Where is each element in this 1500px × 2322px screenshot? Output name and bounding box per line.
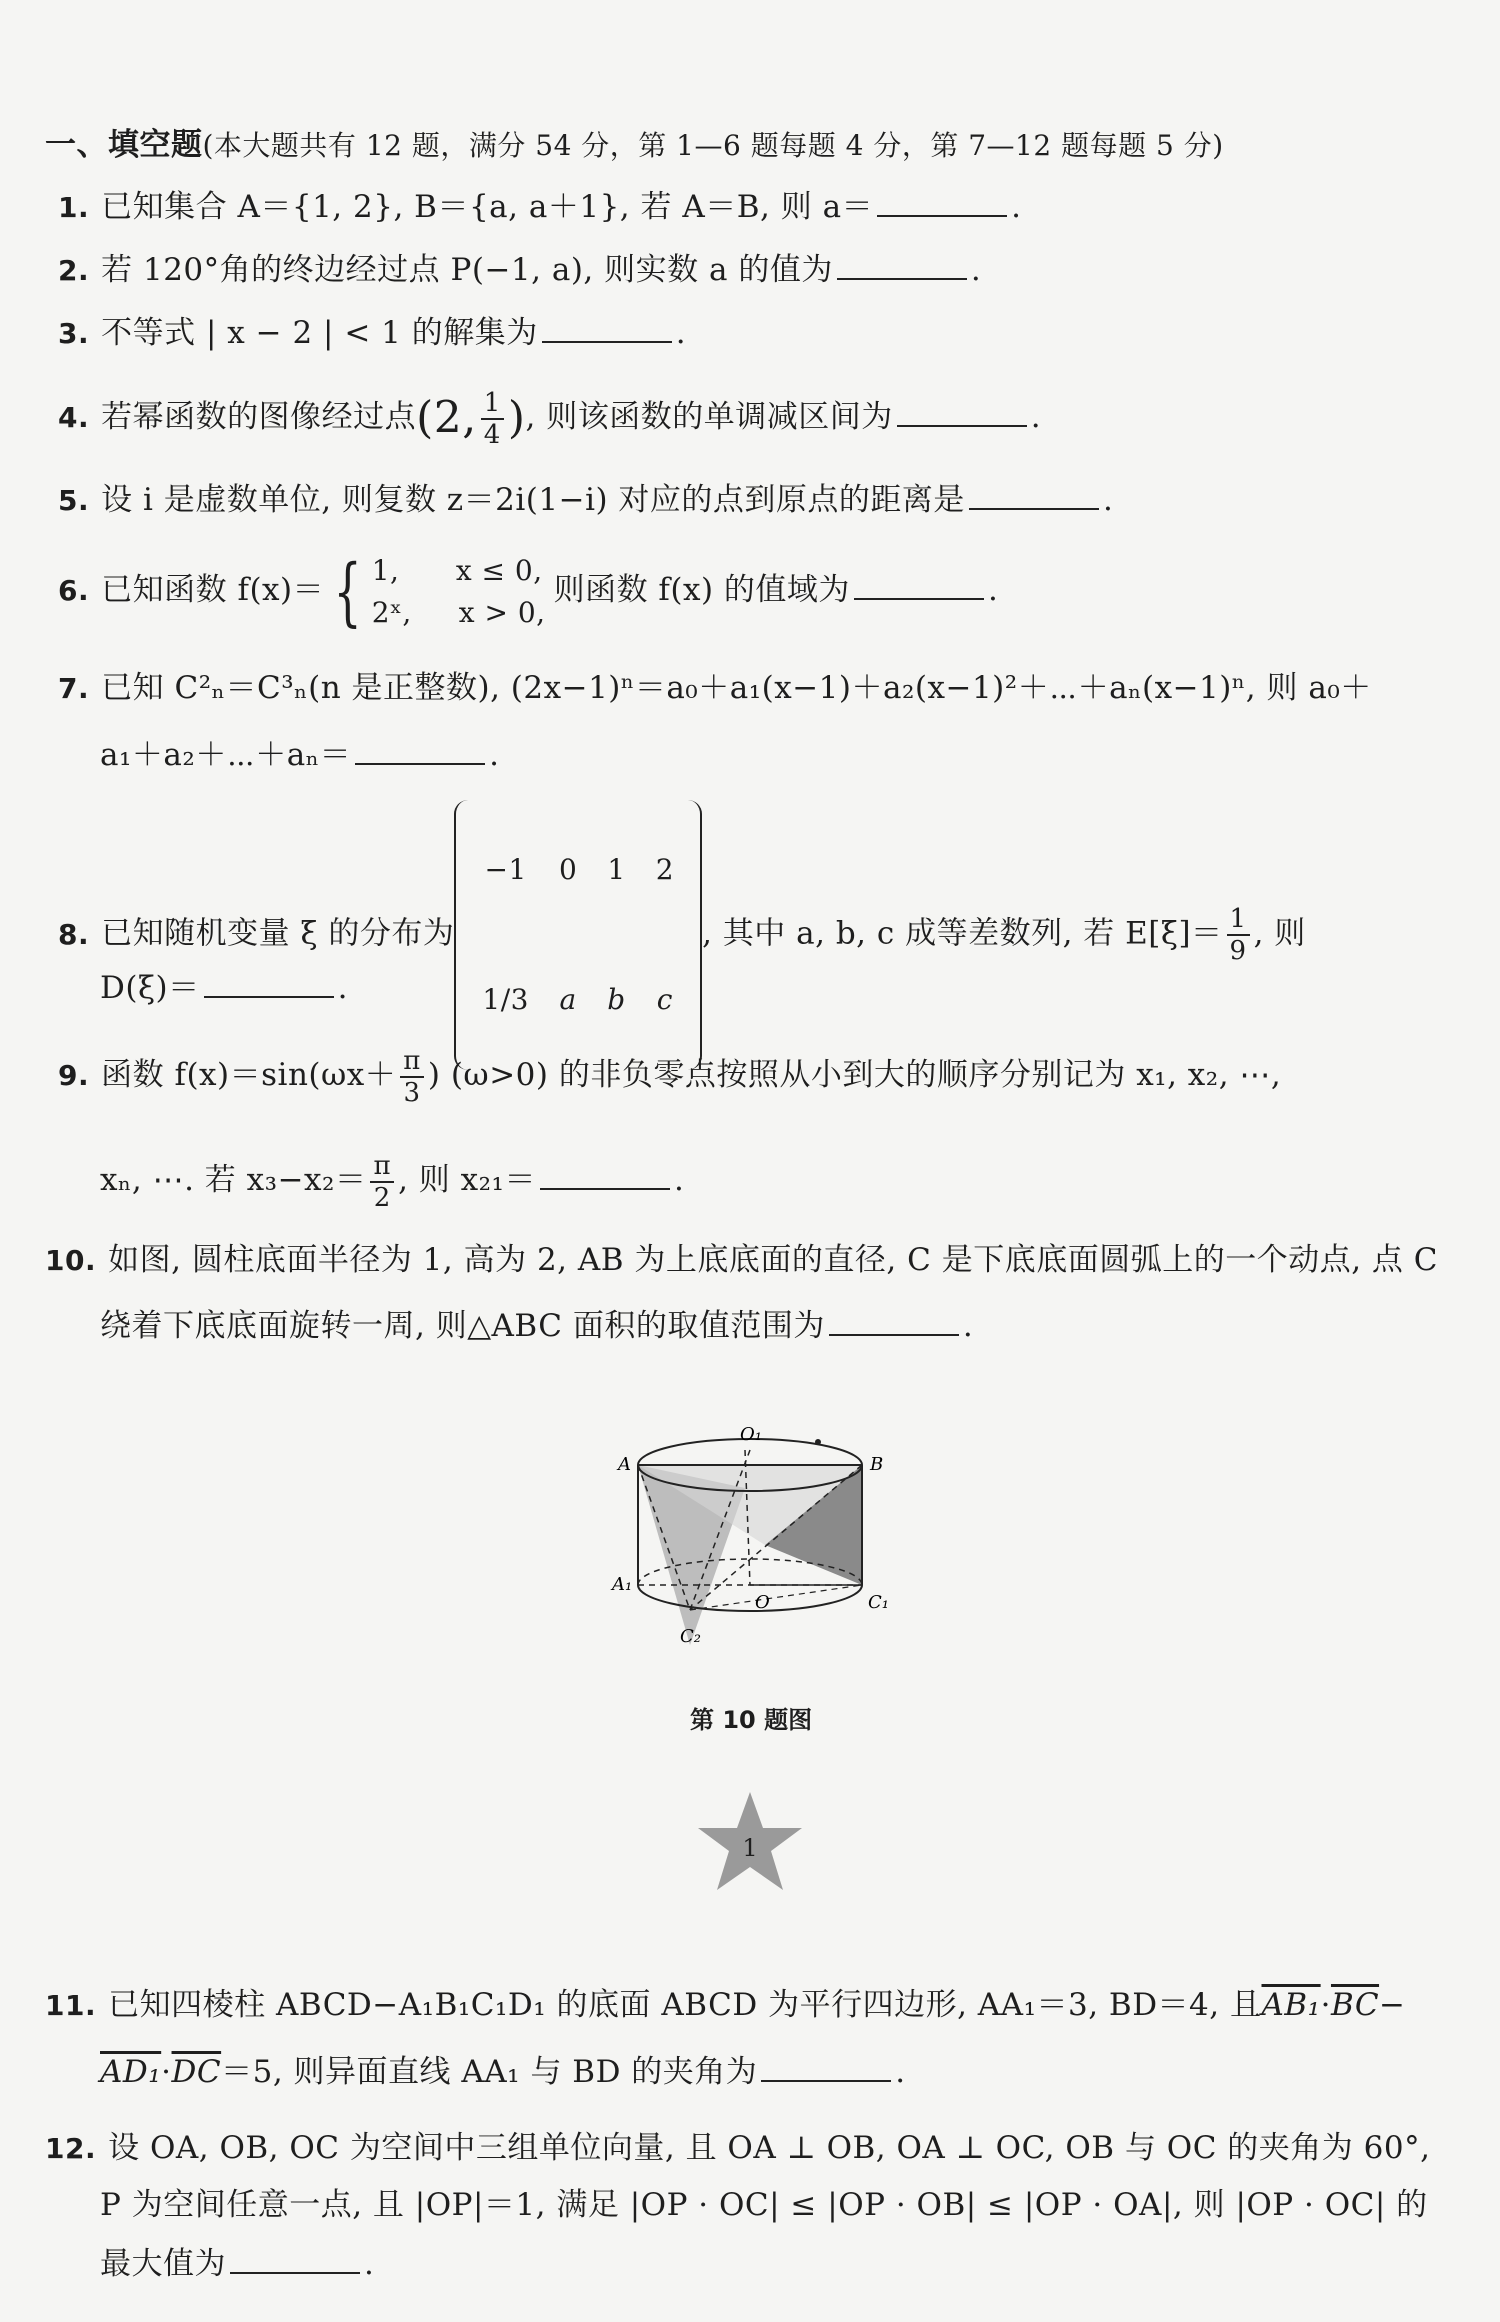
dot: · xyxy=(161,2054,172,2090)
answer-blank[interactable] xyxy=(761,2050,891,2082)
section-header xyxy=(45,125,1224,166)
section-title: 一、填空题 xyxy=(45,127,203,163)
answer-blank[interactable] xyxy=(542,311,672,343)
denominator: 3 xyxy=(403,1077,421,1108)
question-number: 11. xyxy=(45,1989,97,2022)
question-text-cont: , 则该函数的单调减区间为 xyxy=(525,399,893,435)
value: 1 xyxy=(607,853,626,886)
question-text-cont: D(ξ)＝ xyxy=(100,970,200,1006)
period: . xyxy=(987,572,999,608)
paren-open: (2, xyxy=(416,392,477,444)
question-10-line-2 xyxy=(100,1304,973,1346)
probability: a xyxy=(559,983,577,1016)
question-text: 不等式 | x − 2 | < 1 的解集为 xyxy=(101,315,538,351)
vector-AB1: AB₁ xyxy=(1261,1987,1321,2023)
question-11-line-2 xyxy=(100,2050,906,2092)
question-11-line-1 xyxy=(45,1985,1406,2026)
label-B: B xyxy=(870,1454,884,1475)
question-text-cont: xₙ, ⋯. 若 x₃−x₂＝ xyxy=(100,1162,367,1198)
question-text: 设 OA, OB, OC 为空间中三组单位向量, 且 OA ⊥ OB, OA ⊥ OC, OB 与 OC 的夹角为 60°, xyxy=(108,2130,1431,2166)
period: . xyxy=(364,2246,375,2282)
question-7-line-2 xyxy=(100,733,499,775)
label-O: O xyxy=(755,1592,770,1613)
question-number: 3. xyxy=(58,317,90,350)
distribution-table xyxy=(454,800,702,1070)
answer-blank[interactable] xyxy=(897,395,1027,427)
denominator: 9 xyxy=(1229,936,1247,966)
question-text: 已知 C²ₙ＝C³ₙ(n 是正整数), (2x−1)ⁿ＝a₀＋a₁(x−1)＋a₂(x−1)²＋⋯＋aₙ(x−1)ⁿ, 则 a₀＋ xyxy=(101,670,1372,706)
fraction xyxy=(1227,904,1250,966)
denominator: 2 xyxy=(373,1182,391,1213)
answer-blank[interactable] xyxy=(230,2242,360,2274)
period: . xyxy=(895,2054,906,2090)
answer-blank[interactable] xyxy=(540,1158,670,1190)
expr: (ωx＋ xyxy=(308,1057,397,1093)
question-text-cont: ＝5, 则异面直线 AA₁ 与 BD 的夹角为 xyxy=(221,2054,758,2090)
question-number: 6. xyxy=(58,574,90,607)
answer-blank[interactable] xyxy=(355,733,485,765)
question-9-line-1 xyxy=(58,1040,1281,1111)
denominator: 4 xyxy=(483,419,501,450)
period: . xyxy=(337,970,348,1006)
question-number: 5. xyxy=(58,484,90,517)
paren-close: ) xyxy=(507,392,526,444)
question-text-cont: ) (ω>0) 的非负零点按照从小到大的顺序分别记为 x₁, x₂, ⋯, xyxy=(427,1057,1282,1093)
question-text: 若幂函数的图像经过点 xyxy=(101,399,417,435)
section-note: (本大题共有 12 题，满分 54 分，第 1—6 题每题 4 分，第 7—12 题每题 5 分) xyxy=(202,129,1224,162)
question-12-line-3 xyxy=(100,2242,374,2284)
question-12-line-1 xyxy=(45,2128,1430,2169)
probability: b xyxy=(607,983,626,1016)
question-7-line-1 xyxy=(58,668,1372,709)
period: . xyxy=(962,1308,974,1344)
brace-icon: { xyxy=(333,548,363,635)
period: . xyxy=(673,1162,685,1198)
fraction xyxy=(481,388,504,450)
period: . xyxy=(1011,189,1022,225)
question-number: 9. xyxy=(58,1059,90,1092)
question-text-cont: , 则 xyxy=(1253,915,1306,952)
period: . xyxy=(970,252,982,288)
value: 2 xyxy=(655,853,675,886)
question-8-line-2 xyxy=(100,966,348,1008)
vector-DC: $\overline{DC}$ xyxy=(171,2054,222,2090)
probability: 1/3 xyxy=(482,983,529,1016)
question-text: 如图, 圆柱底面半径为 1, 高为 2, AB 为上底底面的直径, C 是下底底面圆弧上的一个动点, 点 C xyxy=(108,1242,1438,1278)
question-number: 10. xyxy=(45,1244,97,1277)
question-text-cont: , 则 x₂₁＝ xyxy=(398,1162,536,1198)
question-text-cont: , 其中 a, b, c 成等差数列, 若 E[ξ]＝ xyxy=(702,915,1223,952)
fraction xyxy=(400,1046,424,1108)
question-4 xyxy=(58,382,1041,454)
numerator: π xyxy=(400,1046,424,1078)
case-2: 2ˣ, x > 0, xyxy=(371,595,546,629)
cylinder-diagram xyxy=(600,1410,900,1690)
label-O1: O₁ xyxy=(740,1424,762,1445)
question-number: 7. xyxy=(58,672,90,705)
question-text-cont: 则函数 f(x) 的值域为 xyxy=(553,572,850,608)
numerator: π xyxy=(370,1151,394,1183)
probability: c xyxy=(656,983,673,1016)
question-text: 已知集合 A＝{1, 2}, B＝{a, a＋1}, 若 A＝B, 则 a＝ xyxy=(101,189,874,225)
question-text: 已知四棱柱 ABCD−A₁B₁C₁D₁ 的底面 ABCD 为平行四边形, AA₁＝3, BD＝4, 且 xyxy=(108,1987,1262,2023)
dot: · xyxy=(1320,1987,1331,2023)
question-text-cont: P 为空间任意一点, 且 |OP|＝1, 满足 |OP · OC| ≤ |OP · OB| ≤ |OP · OA|, 则 |OP · OC| 的 xyxy=(100,2187,1428,2223)
answer-blank[interactable] xyxy=(877,185,1007,217)
page-number: 1 xyxy=(742,1834,758,1862)
answer-blank[interactable] xyxy=(829,1304,959,1336)
period: . xyxy=(489,737,500,773)
question-8 xyxy=(58,800,1306,1070)
case-1: 1, x ≤ 0, xyxy=(371,553,543,587)
label-A1: A₁ xyxy=(612,1574,633,1595)
question-text-cont: a₁＋a₂＋⋯＋aₙ＝ xyxy=(100,737,352,773)
question-text-cont: 最大值为 xyxy=(100,2246,226,2282)
question-text-cont: 绕着下底底面旋转一周, 则△ABC 面积的取值范围为 xyxy=(100,1308,825,1344)
figure-caption: 第 10 题图 xyxy=(690,1706,813,1734)
question-number: 1. xyxy=(58,191,90,224)
period: . xyxy=(1102,482,1114,518)
answer-blank[interactable] xyxy=(969,478,1099,510)
question-9-line-2 xyxy=(100,1145,684,1215)
question-10-line-1 xyxy=(45,1240,1438,1281)
value: 0 xyxy=(558,853,578,886)
vector-AD1: AD₁ xyxy=(100,2054,162,2090)
numerator: 1 xyxy=(481,388,504,420)
question-text: 已知函数 f(x)＝ xyxy=(101,572,325,608)
page-number-star xyxy=(695,1790,805,1895)
question-text: 函数 f(x)＝sin xyxy=(101,1057,309,1093)
vector-BC: $\overline{BC}$ xyxy=(1330,1987,1380,2023)
minus: − xyxy=(1379,1987,1406,2023)
question-text: 若 120°角的终边经过点 P(−1, a), 则实数 a 的值为 xyxy=(101,252,833,288)
question-text: 设 i 是虚数单位, 则复数 z＝2i(1−i) 对应的点到原点的距离是 xyxy=(101,482,965,518)
question-text: 已知随机变量 ξ 的分布为 xyxy=(101,915,455,952)
label-C2: C₂ xyxy=(680,1626,701,1647)
numerator: 1 xyxy=(1227,904,1250,936)
question-number: 12. xyxy=(45,2132,97,2165)
question-3 xyxy=(58,311,686,354)
fraction xyxy=(370,1151,394,1213)
answer-blank[interactable] xyxy=(854,568,984,600)
period: . xyxy=(1030,399,1042,435)
answer-blank[interactable] xyxy=(837,248,967,280)
star-icon xyxy=(695,1790,805,1895)
question-2 xyxy=(58,248,981,291)
question-12-line-2 xyxy=(100,2185,1428,2225)
question-number: 2. xyxy=(58,254,90,287)
answer-blank[interactable] xyxy=(204,966,334,998)
piecewise xyxy=(372,550,546,634)
question-number: 8. xyxy=(58,917,90,951)
label-C1: C₁ xyxy=(868,1592,889,1613)
label-A: A xyxy=(618,1454,631,1475)
value: −1 xyxy=(484,853,527,886)
question-1 xyxy=(58,185,1021,228)
question-number: 4. xyxy=(58,401,90,434)
question-5 xyxy=(58,478,1113,521)
question-6 xyxy=(58,540,998,641)
cylinder-figure xyxy=(600,1410,900,1690)
period: . xyxy=(675,315,687,351)
